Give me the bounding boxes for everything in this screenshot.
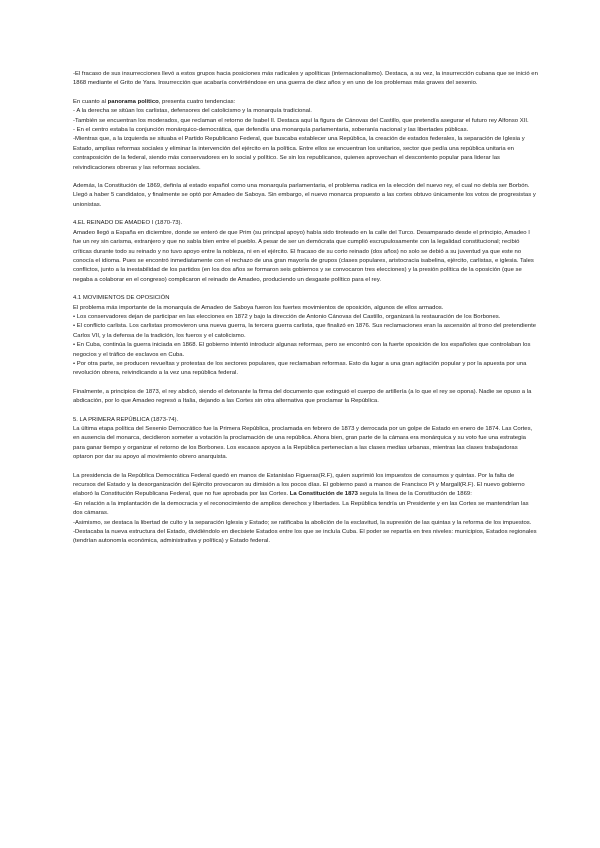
list-item: -También se encuentran los moderados, que reclaman el retorno de Isabel II. Destaca aquí la figura de Cánovas del Castillo, que pretendía asegurar el futuro rey Alfonso XII. [73,117,529,124]
presidency-text: La presidencia de la República Democrática Federal quedó en manos de Estanislao Figueras(R.F), quien suprimió los impuestos de consumos y quintas. Por la falta de recursos del Estado y la desorganización del Ejército provocaron su dimisión a los pocos días. El gobierno pasó a manos de Francisco Pi y Margall(R.F). El nuevo gobierno elaboró la Constitución Republicana Federal, que no fue aprobada por las Cortes. La Constitución de 1873 seguía la línea de la Constitución de 1869: [73,472,525,498]
section-heading-first-republic: 5. LA PRIMERA REPÚBLICA (1873-74). [73,416,179,423]
paragraph-opposition [73,304,538,379]
paragraph-first-republic: La última etapa política del Sexenio Democrático fue la Primera República, proclamada en febrero de 1873 y derrocada por un golpe de Estado en enero de 1874. Las Cortes, en ausencia del monarca, decidieron someter a votación la proclamación de una república. Ahora bien, gran parte de la cámara era monárquica y su voto fue una estrategia para ganar tiempo y organizar el retorno de los Borbones. Los escasos apoyos a la República pertenecían a las clases medias urbanas, mientras las clases trabajadoras optaron por dar su apoyo al movimiento obrero anarquista. [73,426,533,461]
list-item: • El conflicto carlista. Los carlistas promovieron una nueva guerra, la tercera guerra carlista, que finalizó en 1876. Sus reclamaciones eran la ascensión al trono del pretendiente Carlos VII, y la defensa de la tradición, los fueros y el catolicismo. [73,323,537,339]
paragraph-political-panorama [73,98,538,173]
list-item: • Los conservadores dejan de participar en las elecciones en 1872 y bajo la dirección de Antonio Cánovas del Castillo, organizará la restauración de los Borbones. [73,313,501,320]
list-item: • Por otra parte, se producen revueltas y protestas de los sectores populares, que reclamaban reformas. Esto da lugar a una gran agitación popular y por la apuesta por una revolución obrera, reivindicando a la vez una república federal. [73,360,527,377]
paragraph-constitution-1869: Además, la Constitución de 1869, definía al estado español como una monarquía parlamentaria, el problema radica en la elección del nuevo rey, el cual no debía ser Borbón. Llegó a haber 5 candidatos, y finalmente se optó por Amadeo de Saboya. Sin embargo, el nuevo monarca propuesto a las cortes obtuvo únicamente los votos de progresistas y unionistas. [73,183,536,208]
list-item: -Mientras que, a la izquierda se situaba el Partido Republicano Federal, que buscaba establecer una República, la creación de estados federales, la separación de Iglesia y Estado, amplias reformas sociales y eliminar la intervención del ejército en la política. Entre ellos se encuentran los unitarios, sector que pedía una república unitaria en contraposición de la federal, siendo más conservadores en lo social y político. Se sin los republicanos, quienes aprovechan el descontento popular para liderar las reivindicaciones obreras y las reformas sociales. [73,136,525,171]
list-item: • En Cuba, continúa la guerra iniciada en 1868. El gobierno intentó introducir algunas reformas, pero se encontró con la fuerte oposición de los españoles que controlaban los negocios y el tráfico de esclavos en Cuba. [73,342,531,358]
panorama-intro: En cuanto al panorama político, presenta cuatro tendencias: [73,98,236,105]
paragraph-insurrections: -El fracaso de sus insurrecciones llevó a estos grupos hacia posiciones más radicales y apolíticas (internacionalismo). Destaca, a su vez, la insurrección cubana que se inició en 1868 mediante el Grito de Yara. Insurrección que acabaría convirtiéndose en una guerra de diez años y en uno de los problemas más graves del sexenio. [73,71,538,87]
list-item: -En relación a la implantación de la democracia y el reconocimiento de amplios derechos y libertades. La República tendría un Presidente y en las Cortes se mantendrían las dos cámaras. [73,500,529,517]
list-item: - A la derecha se sitúan los carlistas, defensores del catolicismo y la monarquía tradicional. [73,108,312,115]
panorama-bold: panorama político [107,98,159,105]
section-heading-amadeo: 4.EL REINADO DE AMADEO I (1870-73). [73,220,183,227]
section-heading-opposition: 4.1 MOVIMIENTOS DE OPOSICIÓN [73,295,170,302]
opposition-intro: El problema más importante de la monarquía de Amadeo de Saboya fueron los fuertes movimientos de oposición, algunos de ellos armados. [73,304,444,311]
paragraph-amadeo-reign: Amadeo llegó a España en diciembre, donde se enteró de que Prim (su principal apoyo) había sido tiroteado en la calle del Turco. Desamparado desde el principio, Amadeo I fue un rey sin carisma, extranjero y que no sabía bien entre el pueblo. A pesar de ser un demócrata que cumplió escrupulosamente con la legalidad constitucional; recibió críticas durante todo su reinado y no tuvo apoyo entre la nobleza, ni en el ejército. El fracaso de su corto reinado (dos años) no solo se debió a su juventud ya que este no conocía el idioma. Pues se encontró inmediatamente con el rechazo de una gran mayoría de grupos (clases populares, aristocracia isabelina, ejército, carlistas, e iglesia. Tales conflictos, junto a la inestabilidad de los partidos (en los dos años se formaron seis gobiernos y se convocaron tres elecciones) y la presión política de la oposición (que se negaba a colaborar en el congreso) complicaron el reinado de Amadeo, produciendo un desgaste político para el rey. [73,229,534,283]
list-item: -Asimismo, se destaca la libertad de culto y la separación Iglesia y Estado; se ratificaba la abolición de la esclavitud, la supresión de las quintas y la reforma de los impuestos. [73,519,532,526]
constitution-1873-bold: La Constitución de 1873 [289,491,358,498]
list-item: - En el centro estaba la conjunción monárquico-democrática, que defendía una monarquía parlamentaria, soberanía nacional y las libertades públicas. [73,127,469,134]
paragraph-abdication: Finalmente, a principios de 1873, el rey abdicó, siendo el detonante la firma del documento que extinguió el cuerpo de artillería (a lo que el rey se opona). Nadie se opuso a la abdicación, por lo que Amadeo regresó a Italia, dejando a las Cortes sin otra alternativa que proclamar la República. [73,388,532,405]
list-item: -Destacaba la nueva estructura del Estado, dividiéndolo en diecisiete Estados entre los que se incluía Cuba. El poder se repartía en tres niveles: municipios, Estados regionales (tendrían autonomía económica, administrativa y política) y Estado federal. [73,529,537,545]
paragraph-republic-presidency [73,472,538,547]
